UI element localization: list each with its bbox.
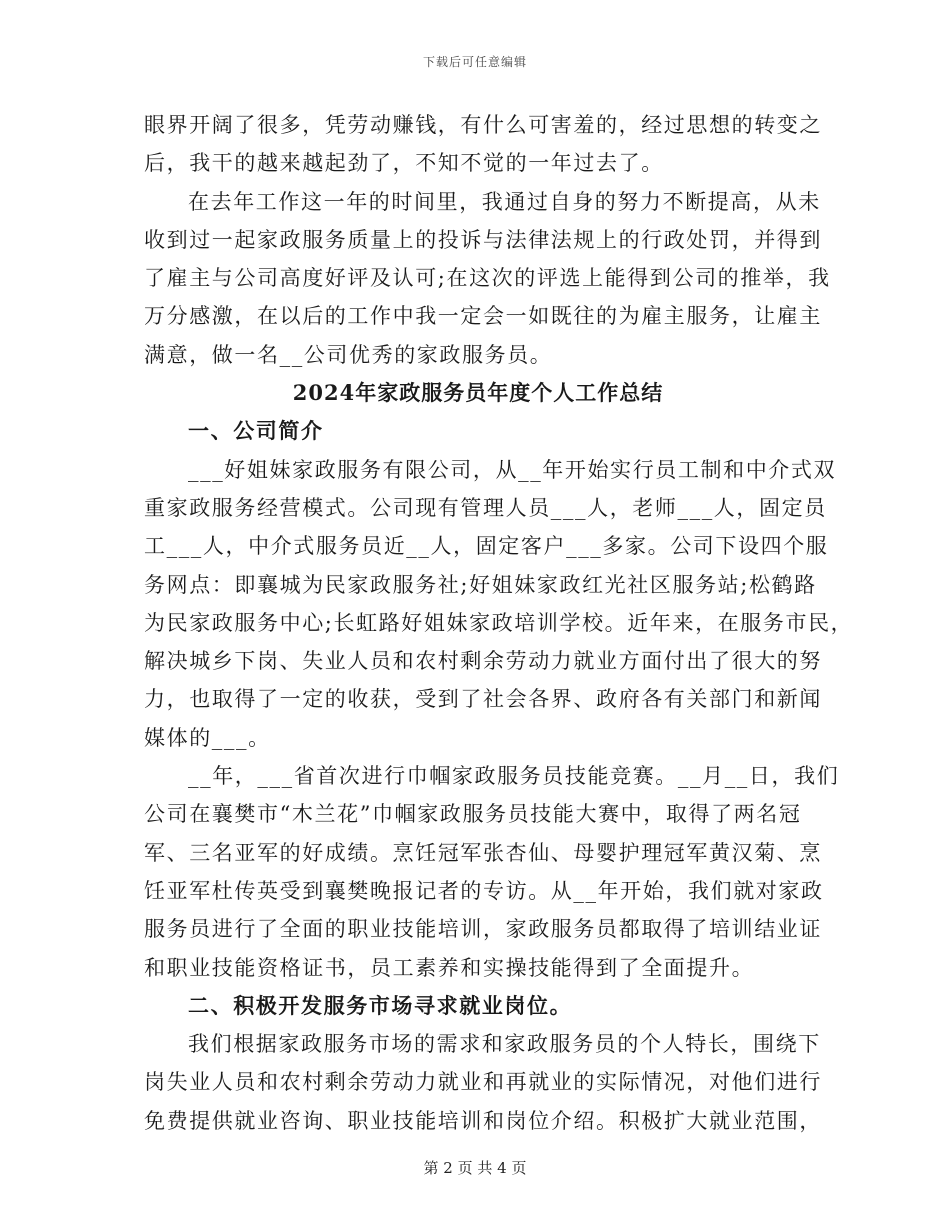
- text-line: 公司在襄樊市“木兰花”巾帼家政服务员技能大赛中，取得了两名冠: [144, 802, 802, 827]
- text-line: 饪亚军杜传英受到襄樊晚报记者的专访。从__年开始，我们就对家政: [144, 878, 824, 903]
- text-line: 工___人，中介式服务员近__人，固定客户___多家。公司下设四个服: [144, 534, 829, 559]
- text-line: 了雇主与公司高度好评及认可;在这次的评选上能得到公司的推举，我: [144, 266, 831, 291]
- text-line: 媒体的___。: [144, 725, 271, 750]
- text-line: __年，___省首次进行巾帼家政服务员技能竞赛。__月__日，我们: [188, 764, 840, 789]
- text-line: 为民家政服务中心;长虹路好姐妹家政培训学校。近年来，在服务市民，: [144, 610, 854, 635]
- text-line: 满意，做一名__公司优秀的家政服务员。: [144, 342, 553, 367]
- document-title: 2024年家政服务员年度个人工作总结: [292, 380, 664, 406]
- text-line: 收到过一起家政服务质量上的投诉与法律法规上的行政处罚，并得到: [144, 227, 822, 252]
- section-heading: 二、积极开发服务市场寻求就业岗位。: [188, 992, 573, 1018]
- page-header: 下载后可任意编辑: [422, 55, 527, 69]
- text-line: 免费提供就业咨询、职业技能培训和岗位介绍。积极扩大就业范围，: [144, 1108, 822, 1133]
- section-heading: 一、公司简介: [188, 418, 324, 444]
- text-line: 眼界开阔了很多，凭劳动赚钱，有什么可害羞的，经过思想的转变之: [144, 113, 822, 137]
- text-line: 我们根据家政服务市场的需求和家政服务员的个人特长，围绕下: [188, 1032, 821, 1057]
- text-line: 后，我干的越来越起劲了，不知不觉的一年过去了。: [144, 151, 664, 176]
- document-body: [144, 106, 854, 1140]
- text-line: 在去年工作这一年的时间里，我通过自身的努力不断提高，从未: [188, 189, 821, 214]
- text-line: 务网点：即襄城为民家政服务社;好姐妹家政红光社区服务站;松鹤路: [144, 572, 817, 597]
- text-line: 军、三名亚军的好成绩。烹饪冠军张杏仙、母婴护理冠军黄汉菊、烹: [144, 840, 822, 865]
- text-line: 万分感激，在以后的工作中我一定会一如既往的为雇主服务，让雇主: [144, 304, 822, 329]
- text-line: ___好姐妹家政服务有限公司，从__年开始实行员工制和中介式双: [188, 457, 837, 482]
- text-line: 力，也取得了一定的收获，受到了社会各界、政府各有关部门和新闻: [144, 687, 822, 712]
- text-line: 岗失业人员和农村剩余劳动力就业和再就业的实际情况，对他们进行: [144, 1070, 822, 1095]
- text-line: 重家政服务经营模式。公司现有管理人员___人，老师___人，固定员: [144, 495, 827, 520]
- text-line: 解决城乡下岗、失业人员和农村剩余劳动力就业方面付出了很大的努: [144, 649, 822, 674]
- text-line: 和职业技能资格证书，员工素养和实操技能得到了全面提升。: [144, 955, 755, 980]
- text-line: 服务员进行了全面的职业技能培训，家政服务员都取得了培训结业证: [144, 917, 822, 942]
- page-footer: 第 2 页 共 4 页: [423, 1159, 527, 1177]
